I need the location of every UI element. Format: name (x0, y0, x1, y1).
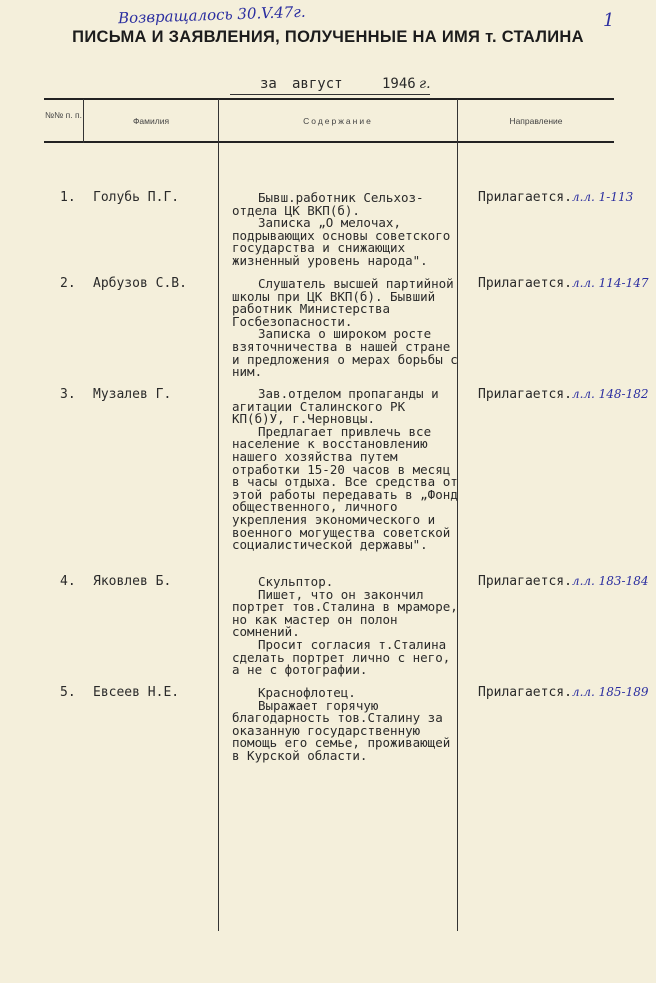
content-paragraph: Бывш.работник Сельхоз-отдела ЦК ВКП(б). (232, 190, 424, 218)
row-surname: Евсеев Н.Е. (93, 685, 180, 700)
header-surname: Фамилия (132, 116, 170, 126)
direction-text: Прилагается. (478, 190, 572, 205)
row-surname: Арбузов С.В. (93, 276, 187, 291)
period-prefix: за (260, 76, 277, 92)
column-divider-2 (218, 99, 219, 931)
period-month: август (292, 76, 343, 92)
content-paragraph: Зав.отделом пропаганды и агитации Сталинского РК КП(б)У, г.Черновцы. (232, 386, 439, 427)
content-paragraph: Пишет, что он закончил портрет тов.Сталина в мраморе, но как мастер он полон сомнений. (232, 586, 458, 640)
row-number: 4. (60, 574, 76, 589)
content-paragraph: Слушатель высшей партийной школы при ЦК ВКП(б). Бывший работник Министерства Госбезопасности. (232, 276, 454, 329)
sheet-reference: л.л. 114-147 (571, 276, 649, 290)
row-direction (478, 387, 649, 402)
sheet-reference: л.л. 183-184 (571, 574, 649, 588)
row-content (232, 192, 458, 268)
header-direction: Направление (509, 116, 563, 126)
document-title: ПИСЬМА И ЗАЯВЛЕНИЯ, ПОЛУЧЕННЫЕ НА ИМЯ т. СТАЛИНА (72, 28, 584, 46)
row-direction (478, 190, 633, 205)
row-content (232, 687, 458, 763)
handwritten-page-number: 1 (603, 10, 615, 31)
content-paragraph: Записка о широком росте взяточничества в нашей стране и предложения о мерах борьбы с ним. (232, 326, 458, 380)
content-paragraph: Краснофлотец. (258, 685, 356, 700)
row-direction (478, 276, 649, 291)
row-surname: Голубь П.Г. (93, 190, 180, 205)
handwritten-return-note: Возвращалось 30.V.47г. (117, 2, 306, 28)
row-surname: Яковлев Б. (93, 574, 172, 589)
header-number: №№ п. п. (45, 110, 82, 120)
row-number: 5. (60, 685, 76, 700)
row-direction (478, 574, 649, 589)
row-content (232, 278, 458, 379)
direction-text: Прилагается. (478, 574, 572, 589)
content-paragraph: Скульптор. (258, 574, 334, 589)
header-content: Содержание (303, 116, 373, 126)
direction-text: Прилагается. (478, 276, 572, 291)
row-number: 1. (60, 190, 76, 205)
row-number: 3. (60, 387, 76, 402)
sheet-reference: л.л. 185-189 (571, 685, 649, 699)
sheet-reference: л.л. 148-182 (571, 387, 649, 401)
row-direction (478, 685, 649, 700)
direction-text: Прилагается. (478, 685, 572, 700)
row-content (232, 576, 458, 677)
content-paragraph: Просит согласия т.Сталина сделать портрет лично с него, а не с фотографии. (232, 636, 451, 678)
period-suffix: г. (419, 76, 431, 92)
period-year: 1946 (382, 76, 416, 92)
row-content (232, 388, 458, 552)
direction-text: Прилагается. (478, 387, 572, 402)
row-surname: Музалев Г. (93, 387, 172, 402)
sheet-reference: л.л. 1-113 (571, 190, 634, 204)
content-paragraph: Выражает горячую благодарность тов.Сталину за оказанную государственную помощь его семье, проживающей в Курской области. (232, 697, 451, 763)
content-paragraph: Предлагает привлечь все население к восстановлению нашего хозяйства путем отработки 15-20 часов в месяц в часы отдыха. Все средства от этой работы передавать в „Фонд общественного, личного укрепления экономического и военного могущества советской социалистической державы". (232, 423, 458, 553)
table-top-rule (44, 98, 614, 100)
period-line (230, 76, 430, 95)
row-number: 2. (60, 276, 76, 291)
table-header-rule (44, 141, 614, 143)
content-paragraph: Записка „О мелочах, подрывающих основы советского государства и снижающих жизненный уровень народа". (232, 215, 451, 268)
